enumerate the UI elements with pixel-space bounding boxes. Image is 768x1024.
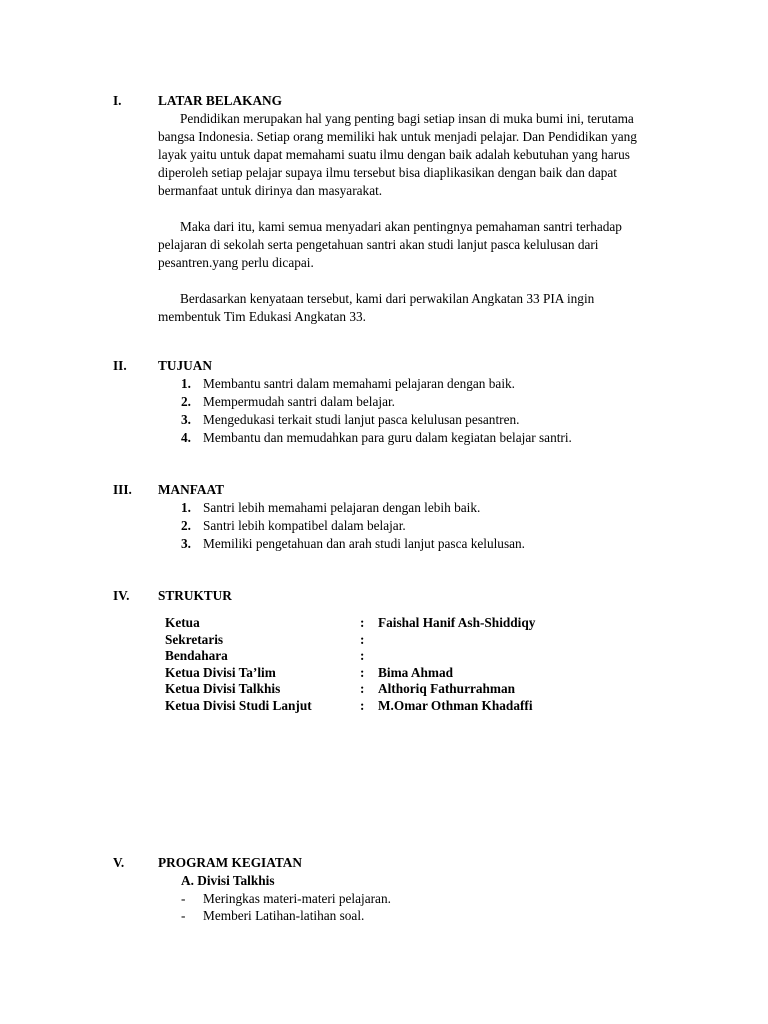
item-text: Meringkas materi-materi pelajaran.: [203, 891, 391, 906]
paragraph: Maka dari itu, kami semua menyadari akan pentingnya pemahaman santri terhadap pelajaran di sekolah serta pengetahuan santri akan studi lanjut pasca kelulusan dari pesantren.yang perlu dicapai.: [158, 219, 622, 270]
paragraph: Berdasarkan kenyataan tersebut, kami dari perwakilan Angkatan 33 PIA ingin membentuk Tim Edukasi Angkatan 33.: [158, 291, 595, 324]
section-number: II.: [113, 358, 127, 373]
item-number: 4.: [181, 430, 191, 445]
list-item: [181, 411, 572, 429]
role-cell: Sekretaris: [165, 631, 224, 647]
item-text: Memiliki pengetahuan dan arah studi lanjut pasca kelulusan.: [203, 536, 525, 551]
item-number: 1.: [181, 500, 191, 515]
subsection-title: A. Divisi Talkhis: [181, 873, 275, 888]
list-item: [181, 499, 525, 517]
role-cell: Bendahara: [165, 648, 228, 664]
name-cell: Faishal Hanif Ash-Shiddiqy: [378, 615, 536, 630]
section-number: IV.: [113, 588, 130, 603]
section-title: LATAR BELAKANG: [158, 93, 282, 108]
colon-cell: :: [360, 664, 365, 680]
section-title: TUJUAN: [158, 358, 212, 373]
item-number: 3.: [181, 412, 191, 427]
role-cell: Ketua: [165, 615, 200, 630]
colon-cell: :: [360, 631, 365, 647]
numbered-list: [181, 499, 525, 553]
colon-cell: :: [360, 681, 365, 697]
item-text: Mengedukasi terkait studi lanjut pasca kelulusan pesantren.: [203, 412, 520, 427]
list-item: [181, 375, 572, 393]
name-cell: [378, 648, 535, 665]
section-number: III.: [113, 482, 132, 497]
paragraph: Pendidikan merupakan hal yang penting bagi setiap insan di muka bumi ini, terutama bangsa Indonesia. Setiap orang memiliki hak untuk menjadi pelajar. Dan Pendidikan yang layak yaitu untuk dapat memahami suatu ilmu dengan baik adalah kebutuhan yang harus diperoleh setiap pelajar supaya ilmu tersebut bisa diaplikasikan dengan baik dan dapat bermanfaat untuk dirinya dan masyarakat.: [158, 111, 637, 198]
item-text: Santri lebih memahami pelajaran dengan lebih baik.: [203, 500, 481, 515]
role-cell: Ketua Divisi Ta’lim: [165, 664, 276, 680]
structure-table: [165, 615, 535, 715]
item-text: Mempermudah santri dalam belajar.: [203, 394, 395, 409]
item-text: Membantu dan memudahkan para guru dalam kegiatan belajar santri.: [203, 430, 572, 445]
role-cell: Ketua Divisi Talkhis: [165, 681, 281, 697]
table-row: [165, 615, 535, 632]
dash-bullet: -: [181, 908, 186, 923]
item-number: 2.: [181, 394, 191, 409]
item-number: 2.: [181, 518, 191, 533]
colon-cell: :: [360, 697, 365, 713]
table-row: [165, 698, 535, 715]
dash-bullet: -: [181, 891, 186, 906]
section-title: PROGRAM KEGIATAN: [158, 855, 302, 870]
numbered-list: [181, 375, 572, 447]
item-number: 1.: [181, 376, 191, 391]
section-number: V.: [113, 855, 125, 870]
colon-cell: :: [360, 615, 365, 630]
table-row: [165, 648, 535, 665]
table-row: [165, 665, 535, 682]
role-cell: Ketua Divisi Studi Lanjut: [165, 697, 312, 713]
list-item: [181, 517, 525, 535]
section-title: MANFAAT: [158, 482, 224, 497]
dash-list: [181, 890, 391, 924]
item-number: 3.: [181, 536, 191, 551]
table-row: [165, 632, 535, 649]
list-item: [181, 535, 525, 553]
name-cell: Althoriq Fathurrahman: [378, 681, 516, 697]
section-title: STRUKTUR: [158, 588, 232, 603]
list-item: [181, 393, 572, 411]
table-row: [165, 681, 535, 698]
name-cell: Bima Ahmad: [378, 664, 453, 680]
list-item: [181, 907, 391, 924]
colon-cell: :: [360, 648, 365, 664]
section-number: I.: [113, 93, 122, 108]
section-body: [158, 110, 658, 326]
item-text: Membantu santri dalam memahami pelajaran dengan baik.: [203, 376, 515, 391]
name-cell: M.Omar Othman Khadaffi: [378, 697, 533, 713]
item-text: Santri lebih kompatibel dalam belajar.: [203, 518, 406, 533]
item-text: Memberi Latihan-latihan soal.: [203, 908, 365, 923]
name-cell: [378, 632, 535, 649]
list-item: [181, 890, 391, 907]
list-item: [181, 429, 572, 447]
